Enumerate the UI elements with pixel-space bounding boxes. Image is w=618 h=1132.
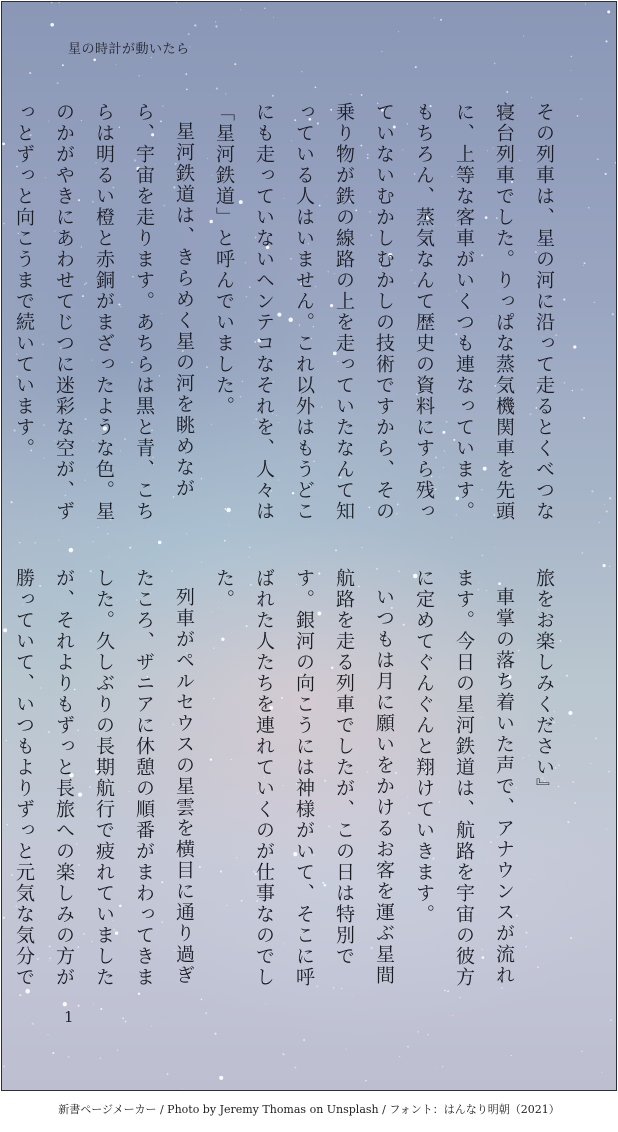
star [51, 2, 52, 3]
star [583, 417, 585, 419]
star [506, 91, 508, 93]
star [19, 542, 20, 543]
star [249, 547, 251, 549]
star [115, 64, 116, 65]
star [531, 97, 532, 98]
star [566, 675, 568, 677]
star [240, 9, 241, 10]
star [248, 556, 249, 557]
star [572, 390, 574, 392]
star [201, 562, 202, 563]
star [215, 25, 217, 27]
star [494, 63, 496, 65]
star [139, 75, 140, 76]
star [188, 33, 190, 35]
star [29, 72, 31, 74]
star [362, 547, 363, 548]
star [582, 552, 583, 553]
star [63, 1002, 67, 1006]
star [97, 527, 98, 528]
star [606, 829, 607, 830]
star [605, 40, 607, 42]
star [452, 1015, 453, 1016]
star [615, 162, 616, 164]
star [294, 1066, 296, 1068]
star [583, 265, 584, 266]
star [604, 504, 605, 505]
star [234, 63, 236, 65]
star [100, 1008, 102, 1010]
star [335, 549, 337, 551]
star [415, 66, 417, 68]
star [52, 1052, 54, 1054]
star [100, 1058, 101, 1059]
paragraph: 旅をお楽しみください』 [533, 568, 555, 799]
star [574, 802, 576, 804]
star [570, 937, 572, 939]
star [346, 1049, 347, 1050]
star [451, 537, 452, 538]
paragraph: 列車がペルセウスの星雲を横目に通り過ぎたころ、ザニアに休憩の順番がまわってきました。久しぶりの長期航行で疲れていましたが、それよりもずっと長旅への楽しみの方が勝っていて、いつもよりずっと元気な気分で [13, 568, 195, 988]
book-page-card [1, 1, 617, 1091]
star [93, 1004, 94, 1005]
star [219, 1076, 223, 1080]
star [282, 1053, 284, 1055]
star [214, 1033, 216, 1035]
star [580, 99, 581, 100]
star [612, 313, 614, 315]
star [584, 262, 586, 264]
star [176, 2, 177, 3]
star [588, 207, 589, 208]
star [58, 540, 59, 541]
star [571, 70, 572, 71]
star [182, 1088, 183, 1089]
star [125, 1021, 127, 1023]
star [601, 1072, 602, 1073]
star [148, 526, 149, 527]
star [581, 389, 582, 390]
star [399, 1056, 400, 1057]
star [381, 51, 382, 52]
star [3, 1066, 5, 1068]
star [568, 711, 572, 715]
star [398, 31, 399, 32]
star [57, 82, 59, 84]
star [573, 345, 576, 348]
star [434, 17, 435, 18]
star [151, 1025, 152, 1026]
star [599, 522, 600, 523]
star [185, 73, 187, 75]
star [224, 540, 226, 542]
star [273, 17, 274, 18]
star [597, 158, 599, 160]
star [47, 1034, 48, 1035]
star [581, 1051, 582, 1052]
paragraph: いつもは月に願いをかけるお客を運ぶ星間航路を走る列車でしたが、この日は特別です。銀河の向こうには神様がいて、そこに呼ばれた人たちを連れていくのが仕事なのでした。 [213, 568, 395, 988]
star [35, 542, 36, 543]
star [129, 547, 131, 549]
star [32, 1023, 34, 1025]
star [595, 737, 597, 739]
paragraph [1, 102, 4, 526]
star [225, 93, 226, 94]
star [186, 533, 187, 534]
star [162, 1023, 163, 1024]
star [603, 564, 606, 567]
running-head: 星の時計が動いたら [68, 42, 190, 57]
star [315, 86, 317, 88]
star [609, 497, 611, 499]
star [365, 1080, 366, 1081]
star [590, 763, 591, 764]
star [572, 781, 574, 783]
paragraph: 星河鉄道は、きらめく星の河を眺めながら、宇宙を走ります。あちらは黒と青、こちらは明るい橙と赤銅がまざったような色。星のかがやきにあわせてじつに迷彩な空が、ずっとずっと向こうまで続いています。 [13, 102, 195, 522]
star [68, 1056, 70, 1058]
star [206, 1013, 207, 1014]
star [427, 1034, 428, 1035]
star [215, 21, 216, 22]
star [494, 547, 495, 548]
star [585, 3, 586, 4]
star [567, 821, 569, 823]
star [308, 562, 309, 563]
star [407, 1046, 409, 1048]
star [303, 1039, 305, 1041]
star [609, 566, 610, 567]
star [417, 1031, 418, 1032]
star [442, 1066, 443, 1067]
star [605, 173, 607, 175]
star [50, 23, 54, 27]
star [610, 1019, 612, 1021]
star [62, 64, 64, 66]
star [301, 71, 302, 72]
star [69, 548, 74, 553]
star [607, 10, 610, 13]
text-block-bottom [13, 568, 564, 1002]
star [435, 1067, 436, 1068]
star [117, 1050, 118, 1051]
paragraph: その列車は、星の河に沿って走るとくべつな寝台列車でした。りっぱな蒸気機関車を先頭に、上等な客車がいくつも連なっています。もちろん、蒸気なんて歴史の資料にすら残っていないむかしむかしの技術ですから、その乗り物が鉄の線路の上を走っていたなんて知っている人はいません。これ以外はもうどこにも走っていないヘンテコなそれを、人々は「星河鉄道」と呼んでいました。 [213, 102, 555, 522]
star [272, 95, 274, 97]
paragraph: 車掌の落ち着いた声で、アナウンスが流れます。今日の星河鉄道は、航路を宇宙の彼方に定めてぐんぐんと翔けていきます。 [413, 568, 515, 988]
star [591, 490, 593, 492]
star [264, 8, 265, 9]
star [594, 302, 595, 303]
star [78, 1005, 80, 1007]
star [107, 533, 108, 534]
star [194, 24, 196, 26]
text-block-top [13, 102, 564, 526]
star [93, 59, 96, 62]
page-number: 1 [64, 1008, 74, 1026]
star [167, 1073, 169, 1075]
star [216, 88, 218, 90]
credit-footer: 新書ページメーカー / Photo by Jeremy Thomas on Unsplash / フォント：はんなり明朝（2021） [58, 1103, 560, 1116]
star [186, 88, 188, 90]
star [574, 725, 575, 726]
star [481, 555, 483, 557]
star [151, 57, 152, 58]
star [58, 2, 59, 3]
star [122, 1017, 124, 1019]
star [361, 94, 363, 96]
star [350, 94, 351, 95]
star [606, 510, 608, 512]
star [265, 1003, 266, 1004]
star [158, 541, 162, 545]
star [570, 56, 572, 58]
star [577, 115, 579, 117]
star [523, 35, 524, 36]
star [440, 19, 442, 21]
star [511, 1055, 512, 1056]
star [92, 541, 93, 542]
star [608, 771, 610, 773]
star [108, 557, 109, 558]
